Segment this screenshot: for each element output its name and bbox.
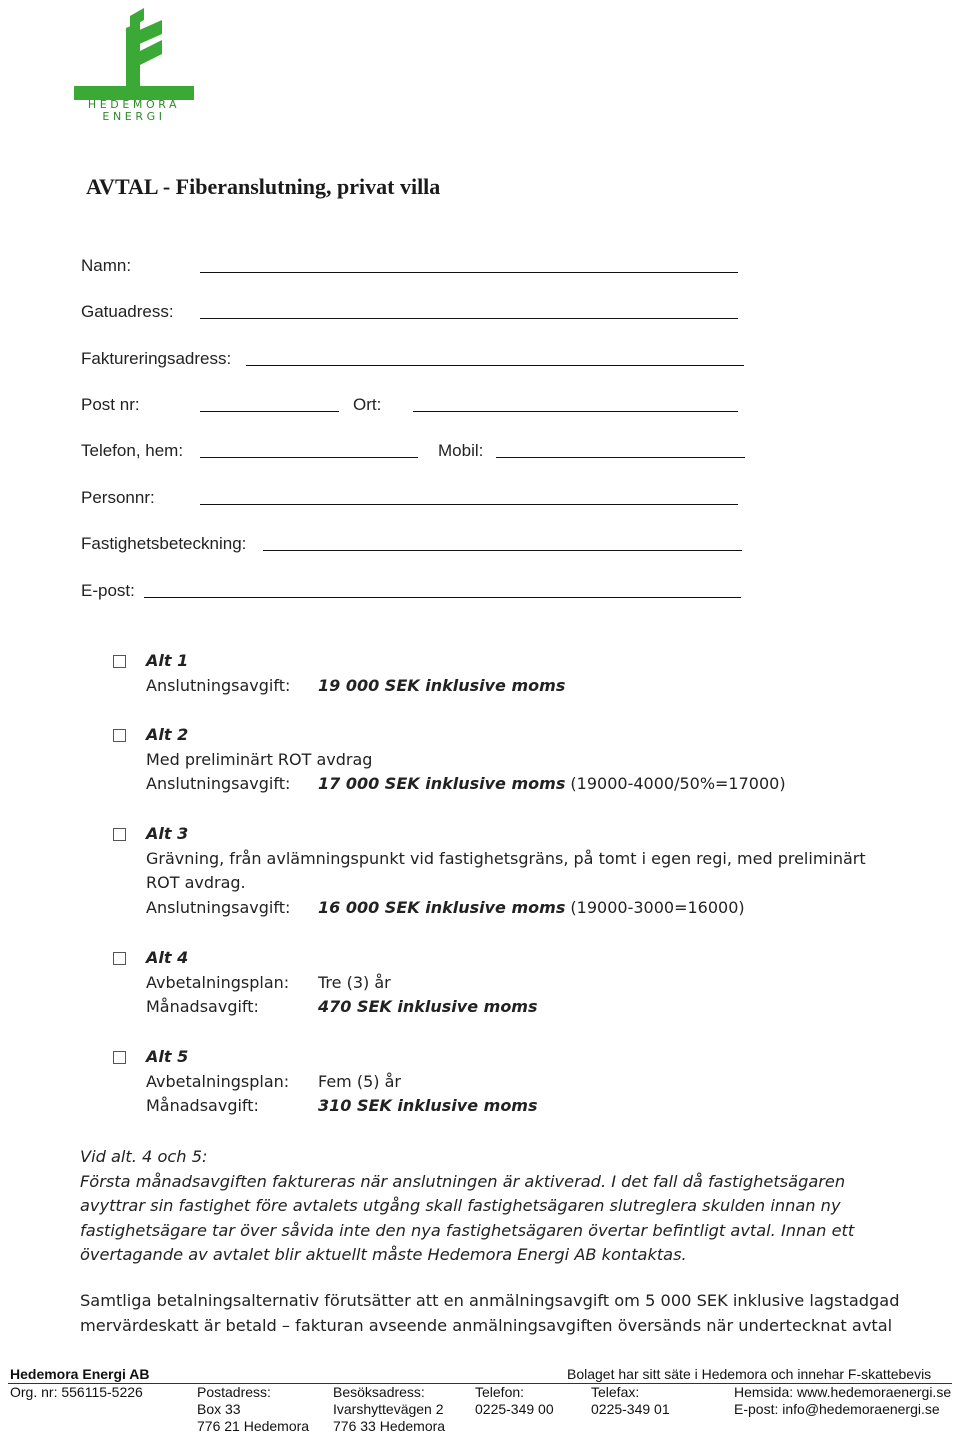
alt5-checkbox[interactable] [113,1051,126,1064]
personal-number-field[interactable] [200,504,738,505]
logo-text-energi: ENERGI [102,110,166,123]
alt4-heading: Alt 4 [146,948,189,967]
installment-note-line3: fastighetsägare tar över såvida inte den nya fastighetsägaren övertar befintligt avtal. Innan ett [80,1220,855,1240]
alt1-fee-label: Anslutningsavgift: [146,676,291,695]
company-logo [72,6,196,124]
city-label: Ort: [353,395,382,414]
alt2-description: Med preliminärt ROT avdrag [146,750,373,769]
alt1-fee-value: 19 000 SEK inklusive moms [318,676,566,695]
alt2-fee-calculation: (19000-4000/50%=17000) [565,774,786,793]
home-phone-field[interactable] [200,457,418,458]
footer-postal-line2: 776 21 Hedemora [197,1418,310,1434]
alt5-monthly-label: Månadsavgift: [146,1096,259,1115]
alt2-fee-label: Anslutningsavgift: [146,774,291,793]
footer-phone-label: Telefon: [475,1384,525,1400]
postal-code-field[interactable] [200,411,339,412]
billing-address-field[interactable] [246,365,744,366]
footer-company-name: Hedemora Energi AB [10,1366,150,1382]
footer-visit-line2: 776 33 Hedemora [333,1418,446,1434]
email-field[interactable] [144,597,741,598]
email-label: E-post: [81,581,135,600]
alt4-plan-value: Tre (3) år [318,973,391,992]
property-designation-label: Fastighetsbeteckning: [81,534,247,553]
installment-note [80,1145,900,1268]
street-address-label: Gatuadress: [81,302,174,321]
alt4-monthly-label: Månadsavgift: [146,997,259,1016]
alt5-plan-label: Avbetalningsplan: [146,1072,290,1091]
alt5-monthly-value: 310 SEK inklusive moms [318,1096,538,1115]
installment-note-line2: avyttrar sin fastighet före avtalets utgång skall fastighetsägaren slutreglera skulden innan ny [80,1196,841,1216]
installment-note-heading: Vid alt. 4 och 5: [80,1147,208,1166]
alt5-heading: Alt 5 [146,1047,189,1066]
payment-note [80,1289,900,1338]
alt3-description-line1: Grävning, från avlämningspunkt vid fastighetsgräns, på tomt i egen regi, med preliminärt [146,849,866,868]
alt2-heading: Alt 2 [146,725,189,744]
footer-phone-value: 0225-349 00 [475,1401,554,1417]
alt3-checkbox[interactable] [113,828,126,841]
alt3-fee-value: 16 000 SEK inklusive moms [318,898,566,917]
mobile-label: Mobil: [438,441,484,460]
name-label: Namn: [81,256,132,275]
alt5-plan-value: Fem (5) år [318,1072,401,1091]
footer-email-link[interactable]: E-post: info@hedemoraenergi.se [734,1401,940,1417]
footer-fax-label: Telefax: [591,1384,640,1400]
alt3-heading: Alt 3 [146,824,189,843]
postal-code-label: Post nr: [81,395,140,414]
alt3-fee-calculation: (19000-3000=16000) [565,898,745,917]
alt1-heading: Alt 1 [146,651,189,670]
alt1-checkbox[interactable] [113,655,126,668]
payment-note-line1: Samtliga betalningsalternativ förutsätter att en anmälningsavgift om 5 000 SEK inklusive lagstadgad [80,1291,900,1310]
alt3-fee-label: Anslutningsavgift: [146,898,291,917]
alt4-plan-label: Avbetalningsplan: [146,973,290,992]
installment-note-line1: Första månadsavgiften faktureras när anslutningen är aktiverad. I det fall då fastighetsägaren [80,1171,846,1191]
home-phone-label: Telefon, hem: [81,441,184,460]
footer-fax-value: 0225-349 01 [591,1401,670,1417]
personal-number-label: Personnr: [81,488,155,507]
payment-note-line2: mervärdeskatt är betald – fakturan avseende anmälningsavgiften översänds när undertecknat avtal [80,1315,893,1335]
city-field[interactable] [413,411,738,412]
alt3-description-line2: ROT avdrag. [146,873,246,892]
property-designation-field[interactable] [263,550,742,551]
footer-visit-line1: Ivarshyttevägen 2 [333,1401,444,1417]
page-title: AVTAL - Fiberanslutning, privat villa [86,174,441,199]
billing-address-label: Faktureringsadress: [81,349,232,368]
alt2-fee-value: 17 000 SEK inklusive moms [318,774,566,793]
alt2-checkbox[interactable] [113,729,126,742]
name-field[interactable] [200,272,738,273]
street-address-field[interactable] [200,318,738,319]
footer-postal-label: Postadress: [197,1384,271,1400]
footer-registered-seat: Bolaget har sitt säte i Hedemora och innehar F-skattebevis [567,1366,932,1382]
footer-postal-line1: Box 33 [197,1401,241,1417]
footer-visit-label: Besöksadress: [333,1384,425,1400]
logo-text-hedemora: HEDEMORA [87,98,181,111]
footer-org-number: Org. nr: 556115-5226 [10,1384,143,1400]
alt4-checkbox[interactable] [113,952,126,965]
footer-website-link[interactable]: Hemsida: www.hedemoraenergi.se [734,1384,952,1400]
leaf-emblem-icon [72,6,196,102]
mobile-field[interactable] [496,457,745,458]
alt3-fee-line [318,898,745,917]
alt2-fee-line [318,774,786,793]
alt4-monthly-value: 470 SEK inklusive moms [318,997,538,1016]
installment-note-line4: övertagande av avtalet blir aktuellt måste Hedemora Energi AB kontaktas. [80,1245,687,1265]
